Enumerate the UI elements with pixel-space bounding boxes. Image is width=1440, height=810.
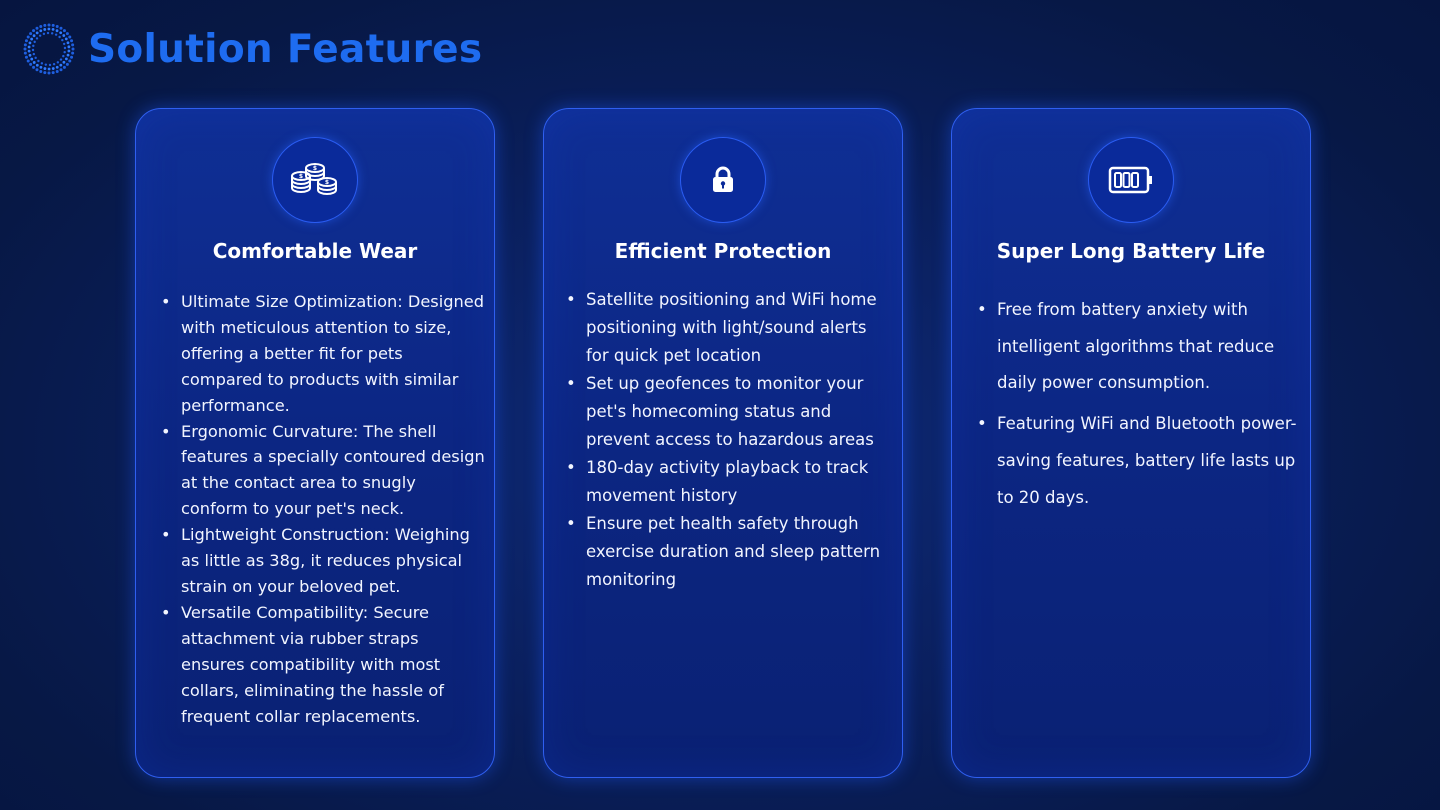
list-item: • Ensure pet health safety through exercise duration and sleep pattern monitoring (566, 510, 890, 594)
icon-badge (1088, 137, 1174, 223)
icon-badge (680, 137, 766, 223)
list-item: • Satellite positioning and WiFi home positioning with light/sound alerts for quick pet location (566, 286, 890, 370)
card-title: Comfortable Wear (212, 239, 418, 263)
svg-text:$: $ (324, 179, 330, 186)
header (22, 20, 482, 78)
card-title: Efficient Protection (614, 239, 832, 263)
lock-icon (710, 165, 736, 195)
page-title: Solution Features (88, 26, 483, 72)
feature-list (566, 286, 890, 594)
dotted-circle-logo-icon (22, 20, 76, 78)
feature-card-comfortable-wear (135, 108, 495, 778)
list-item: • Ergonomic Curvature: The shell features a specially contoured design at the contact area to snugly conform to your pet's neck. (161, 419, 486, 523)
feature-list (977, 292, 1298, 516)
feature-list (161, 289, 486, 729)
list-item: • Ultimate Size Optimization: Designed with meticulous attention to size, offering a better fit for pets compared to products with similar performance. (161, 289, 486, 419)
feature-card-super-long-battery-life (951, 108, 1311, 778)
coins-icon (289, 160, 341, 200)
icon-badge (272, 137, 358, 223)
list-item: • Set up geofences to monitor your pet's homecoming status and prevent access to hazardous areas (566, 370, 890, 454)
svg-text:$: $ (298, 173, 304, 180)
svg-text:$: $ (312, 165, 318, 172)
card-title: Super Long Battery Life (996, 239, 1266, 263)
feature-card-efficient-protection (543, 108, 903, 778)
list-item: • Versatile Compatibility: Secure attachment via rubber straps ensures compatibility with most collars, eliminating the hassle of frequent collar replacements. (161, 600, 486, 730)
list-item: • Free from battery anxiety with intelligent algorithms that reduce daily power consumption. (977, 292, 1298, 402)
list-item: • 180-day activity playback to track movement history (566, 454, 890, 510)
battery-icon (1108, 166, 1154, 194)
list-item: • Featuring WiFi and Bluetooth power-saving features, battery life lasts up to 20 days. (977, 406, 1298, 516)
list-item: • Lightweight Construction: Weighing as little as 38g, it reduces physical strain on your beloved pet. (161, 522, 486, 600)
